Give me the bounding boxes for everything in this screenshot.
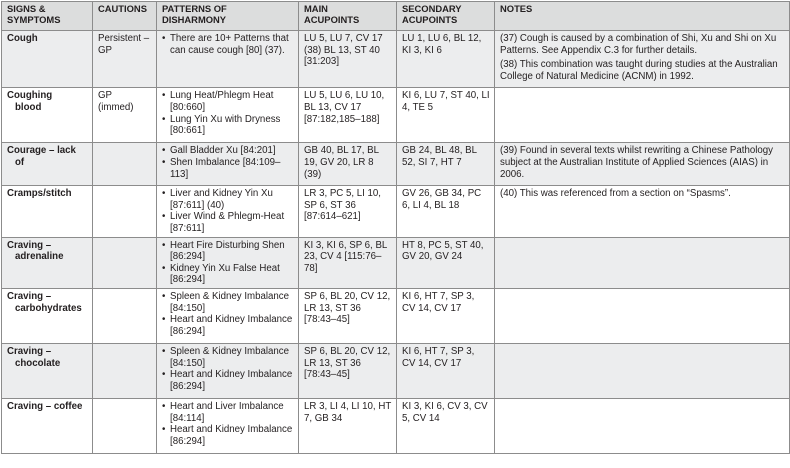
header-main-acupoints: MAIN ACUPOINTS: [299, 2, 397, 31]
notes-cell: [495, 237, 790, 288]
pattern-item: • Heart and Kidney Imbalance [86:294]: [162, 369, 294, 392]
patterns-cell: [157, 288, 299, 343]
table-row: [2, 186, 790, 237]
patterns-list: [162, 33, 294, 56]
secondary-acupoints-cell: HT 8, PC 5, ST 40, GV 20, GV 24: [397, 237, 495, 288]
pattern-item: • Heart and Kidney Imbalance [86:294]: [162, 314, 294, 337]
secondary-acupoints-cell: LU 1, LU 6, BL 12, KI 3, KI 6: [397, 31, 495, 88]
table-row: [2, 288, 790, 343]
secondary-acupoints-cell: KI 6, HT 7, SP 3, CV 14, CV 17: [397, 288, 495, 343]
pattern-item: • There are 10+ Patterns that can cause cough [80] (37).: [162, 33, 294, 56]
main-acupoints-cell: KI 3, KI 6, SP 6, BL 23, CV 4 [115:76–78]: [299, 237, 397, 288]
main-acupoints-cell: LU 5, LU 6, LU 10, BL 13, CV 17 [87:182,185–188]: [299, 88, 397, 143]
main-acupoints-cell: LU 5, LU 7, CV 17 (38) BL 13, ST 40 [31:203]: [299, 31, 397, 88]
table-row: [2, 143, 790, 186]
caution-cell: GP (immed): [93, 88, 157, 143]
secondary-acupoints-cell: GV 26, GB 34, PC 6, LI 4, BL 18: [397, 186, 495, 237]
caution-cell: [93, 237, 157, 288]
note-paragraph: (37) Cough is caused by a combination of Shi, Xu and Shi on Xu Patterns. See Appendix C.3 for further details.: [500, 33, 777, 56]
patterns-list: [162, 346, 294, 392]
pattern-item: • Spleen & Kidney Imbalance [84:150]: [162, 291, 294, 314]
patterns-list: [162, 188, 294, 234]
sign-cell: Craving – carbohydrates: [2, 288, 93, 343]
header-cautions: CAUTIONS: [93, 2, 157, 31]
sign-cell: Craving – adrenaline: [2, 237, 93, 288]
main-acupoints-cell: SP 6, BL 20, CV 12, LR 13, ST 36 [78:43–45]: [299, 288, 397, 343]
patterns-cell: [157, 143, 299, 186]
secondary-acupoints-cell: KI 3, KI 6, CV 3, CV 5, CV 14: [397, 398, 495, 453]
pattern-item: • Kidney Yin Xu False Heat [86:294]: [162, 263, 294, 286]
patterns-cell: [157, 186, 299, 237]
notes-cell: [495, 343, 790, 398]
patterns-list: [162, 90, 294, 136]
note-paragraph: (39) Found in several texts whilst rewriting a Chinese Pathology subject at the Australian Institute of Applied Sciences (AIAS) in 2006.: [500, 145, 773, 180]
table-row: [2, 31, 790, 88]
secondary-acupoints-cell: GB 24, BL 48, BL 52, SI 7, HT 7: [397, 143, 495, 186]
caution-cell: [93, 398, 157, 453]
caution-cell: Persistent – GP: [93, 31, 157, 88]
header-notes: NOTES: [495, 2, 790, 31]
pattern-item: • Lung Heat/Phlegm Heat [80:660]: [162, 90, 294, 113]
sign-cell: Courage – lack of: [2, 143, 93, 186]
patterns-list: [162, 291, 294, 337]
pattern-item: • Lung Yin Xu with Dryness [80:661]: [162, 114, 294, 137]
sign-cell: Craving – chocolate: [2, 343, 93, 398]
main-acupoints-cell: SP 6, BL 20, CV 12, LR 13, ST 36 [78:43–45]: [299, 343, 397, 398]
patterns-cell: [157, 237, 299, 288]
sign-cell: Coughing blood: [2, 88, 93, 143]
patterns-cell: [157, 88, 299, 143]
patterns-list: [162, 401, 294, 447]
table-row: [2, 398, 790, 453]
main-acupoints-cell: GB 40, BL 17, BL 19, GV 20, LR 8 (39): [299, 143, 397, 186]
secondary-acupoints-cell: KI 6, HT 7, SP 3, CV 14, CV 17: [397, 343, 495, 398]
notes-cell: [495, 398, 790, 453]
note-paragraph: (38) This combination was taught during studies at the Australian College of Natural Medicine (ACNM) in 1992.: [500, 59, 778, 82]
pattern-item: • Shen Imbalance [84:109–113]: [162, 157, 294, 180]
notes-cell: [495, 288, 790, 343]
pattern-item: • Heart and Kidney Imbalance [86:294]: [162, 424, 294, 447]
pattern-item: • Heart and Liver Imbalance [84:114]: [162, 401, 294, 424]
header-signs-symptoms: SIGNS & SYMPTOMS: [2, 2, 93, 31]
notes-cell: [495, 31, 790, 88]
main-acupoints-cell: LR 3, LI 4, LI 10, HT 7, GB 34: [299, 398, 397, 453]
header-row: [2, 2, 790, 31]
patterns-list: [162, 240, 294, 286]
patterns-cell: [157, 31, 299, 88]
header-secondary-acupoints: SECONDARY ACUPOINTS: [397, 2, 495, 31]
sign-cell: Cough: [2, 31, 93, 88]
note-paragraph: (40) This was referenced from a section on “Spasms”.: [500, 188, 731, 200]
pattern-item: • Spleen & Kidney Imbalance [84:150]: [162, 346, 294, 369]
pattern-item: • Liver Wind & Phlegm-Heat [87:611]: [162, 211, 294, 234]
caution-cell: [93, 143, 157, 186]
secondary-acupoints-cell: KI 6, LU 7, ST 40, LI 4, TE 5: [397, 88, 495, 143]
sign-cell: Cramps/stitch: [2, 186, 93, 237]
table-row: [2, 343, 790, 398]
notes-cell: [495, 88, 790, 143]
pattern-item: • Liver and Kidney Yin Xu [87:611] (40): [162, 188, 294, 211]
pattern-item: • Heart Fire Disturbing Shen [86:294]: [162, 240, 294, 263]
patterns-list: [162, 145, 294, 180]
notes-cell: [495, 186, 790, 237]
pattern-item: • Gall Bladder Xu [84:201]: [162, 145, 294, 157]
caution-cell: [93, 288, 157, 343]
acupoint-table: [1, 1, 790, 454]
header-patterns: PATTERNS OF DISHARMONY: [157, 2, 299, 31]
patterns-cell: [157, 343, 299, 398]
sign-cell: Craving – coffee: [2, 398, 93, 453]
patterns-cell: [157, 398, 299, 453]
table-row: [2, 88, 790, 143]
table-row: [2, 237, 790, 288]
caution-cell: [93, 343, 157, 398]
notes-cell: [495, 143, 790, 186]
caution-cell: [93, 186, 157, 237]
main-acupoints-cell: LR 3, PC 5, LI 10, SP 6, ST 36 [87:614–621]: [299, 186, 397, 237]
